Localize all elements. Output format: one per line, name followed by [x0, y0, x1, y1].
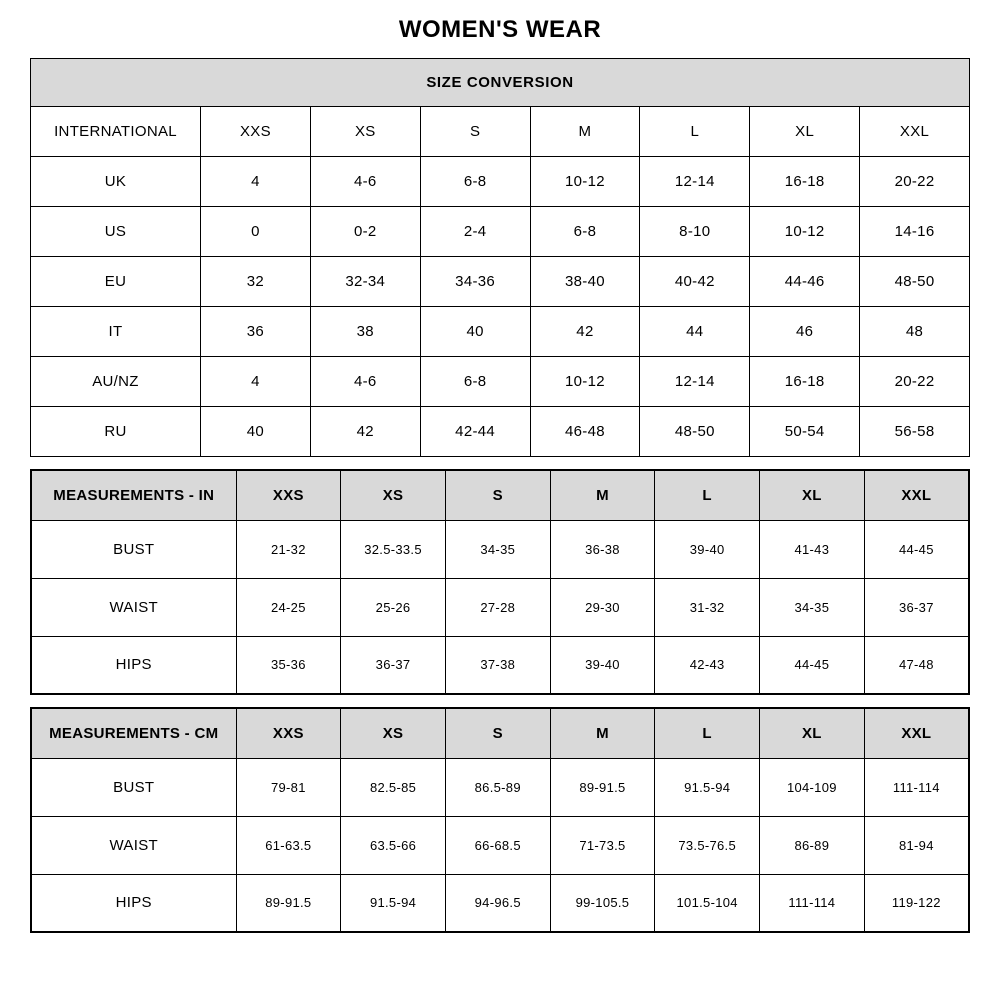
cell-value: 12-14: [640, 357, 750, 407]
cell-value: S: [445, 708, 550, 758]
table-header-row: [31, 107, 970, 157]
cell-value: 42-44: [420, 407, 530, 457]
table-row-waist: [31, 578, 969, 636]
cell-value: 36-37: [864, 578, 969, 636]
table-header-row: [31, 470, 969, 520]
cell-value: 16-18: [750, 357, 860, 407]
cell-value: 39-40: [550, 636, 655, 694]
cell-value: 63.5-66: [341, 816, 446, 874]
cell-value: 40-42: [640, 257, 750, 307]
cell-value: 34-35: [760, 578, 865, 636]
cell-value: 61-63.5: [236, 816, 341, 874]
size-conversion-title: SIZE CONVERSION: [31, 59, 970, 107]
row-label: HIPS: [31, 874, 236, 932]
cell-value: 82.5-85: [341, 758, 446, 816]
cell-value: 111-114: [760, 874, 865, 932]
cell-value: 46-48: [530, 407, 640, 457]
cell-value: 10-12: [750, 207, 860, 257]
cell-value: 40: [420, 307, 530, 357]
table-row-hips: [31, 874, 969, 932]
cell-value: 24-25: [236, 578, 341, 636]
cell-value: 111-114: [864, 758, 969, 816]
cell-value: 46: [750, 307, 860, 357]
cell-value: 32.5-33.5: [341, 520, 446, 578]
cell-value: L: [640, 107, 750, 157]
table-row-eu: [31, 257, 970, 307]
cell-value: XS: [310, 107, 420, 157]
table-row-ru: [31, 407, 970, 457]
cell-value: 21-32: [236, 520, 341, 578]
cell-value: 48-50: [860, 257, 970, 307]
page-title: WOMEN'S WEAR: [398, 16, 602, 43]
row-label: BUST: [31, 520, 236, 578]
cell-value: 36: [201, 307, 311, 357]
cell-value: L: [655, 708, 760, 758]
row-label: US: [31, 207, 201, 257]
cell-value: 36-37: [341, 636, 446, 694]
cell-value: 34-35: [445, 520, 550, 578]
cell-value: 94-96.5: [445, 874, 550, 932]
table-row-bust: [31, 520, 969, 578]
cell-value: 8-10: [640, 207, 750, 257]
cell-value: 37-38: [445, 636, 550, 694]
cell-value: XXL: [860, 107, 970, 157]
cell-value: 34-36: [420, 257, 530, 307]
cell-value: 38-40: [530, 257, 640, 307]
cell-value: 86.5-89: [445, 758, 550, 816]
cell-value: 12-14: [640, 157, 750, 207]
cell-value: 32-34: [310, 257, 420, 307]
cell-value: 16-18: [750, 157, 860, 207]
cell-value: 31-32: [655, 578, 760, 636]
size-conversion-title-row: [31, 59, 970, 107]
row-label: MEASUREMENTS - IN: [31, 470, 236, 520]
table-row-hips: [31, 636, 969, 694]
cell-value: XL: [750, 107, 860, 157]
cell-value: 89-91.5: [236, 874, 341, 932]
cell-value: 48-50: [640, 407, 750, 457]
cell-value: 86-89: [760, 816, 865, 874]
row-label: WAIST: [31, 816, 236, 874]
cell-value: 36-38: [550, 520, 655, 578]
row-label: HIPS: [31, 636, 236, 694]
cell-value: 6-8: [420, 357, 530, 407]
cell-value: XXS: [236, 708, 341, 758]
cell-value: 66-68.5: [445, 816, 550, 874]
cell-value: 71-73.5: [550, 816, 655, 874]
cell-value: 0-2: [310, 207, 420, 257]
cell-value: 4-6: [310, 357, 420, 407]
cell-value: 2-4: [420, 207, 530, 257]
cell-value: M: [550, 708, 655, 758]
cell-value: 101.5-104: [655, 874, 760, 932]
cell-value: 104-109: [760, 758, 865, 816]
table-row-waist: [31, 816, 969, 874]
cell-value: XL: [760, 708, 865, 758]
measurements-in-table: [30, 469, 970, 695]
cell-value: 4: [201, 157, 311, 207]
cell-value: 20-22: [860, 157, 970, 207]
row-label: MEASUREMENTS - CM: [31, 708, 236, 758]
cell-value: 91.5-94: [655, 758, 760, 816]
cell-value: 6-8: [530, 207, 640, 257]
cell-value: 44-45: [760, 636, 865, 694]
cell-value: L: [655, 470, 760, 520]
cell-value: 42: [530, 307, 640, 357]
cell-value: 27-28: [445, 578, 550, 636]
size-conversion-table: [30, 58, 970, 457]
cell-value: 14-16: [860, 207, 970, 257]
cell-value: M: [550, 470, 655, 520]
cell-value: 44-45: [864, 520, 969, 578]
cell-value: 42: [310, 407, 420, 457]
row-label: EU: [31, 257, 201, 307]
cell-value: 4: [201, 357, 311, 407]
table-row-au-nz: [31, 357, 970, 407]
cell-value: 42-43: [655, 636, 760, 694]
cell-value: XL: [760, 470, 865, 520]
cell-value: 41-43: [760, 520, 865, 578]
cell-value: 119-122: [864, 874, 969, 932]
cell-value: 39-40: [655, 520, 760, 578]
cell-value: 81-94: [864, 816, 969, 874]
cell-value: 40: [201, 407, 311, 457]
table-row-us: [31, 207, 970, 257]
cell-value: 48: [860, 307, 970, 357]
cell-value: XXS: [236, 470, 341, 520]
table-row-it: [31, 307, 970, 357]
cell-value: 25-26: [341, 578, 446, 636]
cell-value: XXL: [864, 470, 969, 520]
table-row-uk: [31, 157, 970, 207]
cell-value: XXS: [201, 107, 311, 157]
cell-value: 44-46: [750, 257, 860, 307]
cell-value: 99-105.5: [550, 874, 655, 932]
cell-value: 56-58: [860, 407, 970, 457]
row-label: UK: [31, 157, 201, 207]
cell-value: 29-30: [550, 578, 655, 636]
cell-value: M: [530, 107, 640, 157]
cell-value: 10-12: [530, 157, 640, 207]
row-label: BUST: [31, 758, 236, 816]
table-header-row: [31, 708, 969, 758]
cell-value: 50-54: [750, 407, 860, 457]
cell-value: 35-36: [236, 636, 341, 694]
row-label: WAIST: [31, 578, 236, 636]
cell-value: 47-48: [864, 636, 969, 694]
cell-value: 10-12: [530, 357, 640, 407]
cell-value: XS: [341, 470, 446, 520]
cell-value: 38: [310, 307, 420, 357]
cell-value: 32: [201, 257, 311, 307]
row-label: RU: [31, 407, 201, 457]
cell-value: 79-81: [236, 758, 341, 816]
size-chart-page: [0, 16, 1000, 933]
cell-value: S: [445, 470, 550, 520]
cell-value: 91.5-94: [341, 874, 446, 932]
cell-value: 44: [640, 307, 750, 357]
cell-value: 6-8: [420, 157, 530, 207]
table-row-bust: [31, 758, 969, 816]
cell-value: 20-22: [860, 357, 970, 407]
cell-value: 0: [201, 207, 311, 257]
row-label: AU/NZ: [31, 357, 201, 407]
cell-value: 73.5-76.5: [655, 816, 760, 874]
cell-value: 89-91.5: [550, 758, 655, 816]
row-label: IT: [31, 307, 201, 357]
measurements-cm-table: [30, 707, 970, 933]
cell-value: XXL: [864, 708, 969, 758]
cell-value: XS: [341, 708, 446, 758]
cell-value: S: [420, 107, 530, 157]
cell-value: 4-6: [310, 157, 420, 207]
row-label: INTERNATIONAL: [31, 107, 201, 157]
